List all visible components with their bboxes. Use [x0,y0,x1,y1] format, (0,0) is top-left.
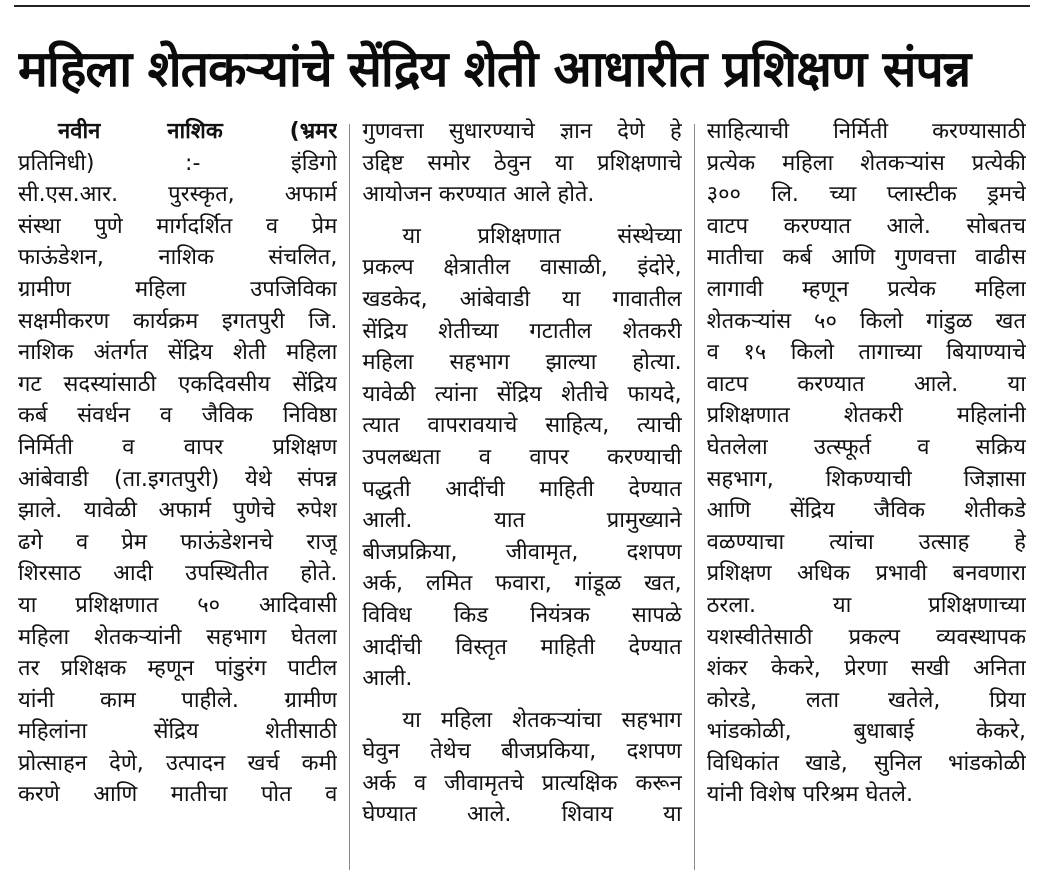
text-line: पद्धती आदींची माहिती देण्यात [362,476,682,502]
text-line: घेण्यात आले. शिवाय या [362,802,682,828]
column-2 [362,116,681,878]
column-divider [349,124,350,870]
text-line: उपलब्धता व वापर करण्याची [362,444,682,470]
text-line: प्रकल्प क्षेत्रातील वासाळी, इंदोरे, [362,255,682,281]
text-line: यशस्वीतेसाठी प्रकल्प व्यवस्थापक [706,624,1026,650]
column-divider [694,124,695,870]
text-line: बीजप्रक्रिया, जीवामृत, दशपण [362,539,682,565]
text-line: यांनी काम पाहीले. ग्रामीण [18,687,338,713]
text-line: प्रशिक्षणात शेतकरी महिलांनी [706,403,1026,429]
text-line: गट सदस्यांसाठी एकदिवसीय सेंद्रिय [18,371,338,397]
text-line: या प्रशिक्षणात ५० आदिवासी [18,592,338,618]
top-rule [14,5,1030,7]
text-line: करणे आणि मातीचा पोत व [18,782,338,808]
column-1 [18,116,337,878]
text-line: ग्रामीण महिला उपजिविका [18,276,338,302]
text-line: घेतलेला उत्स्फूर्त व सक्रिय [706,434,1026,460]
text-line: शिरसाठ आदी उपस्थितीत होते. [18,561,338,587]
text-line: ठरला. या प्रशिक्षणाच्या [706,592,1026,618]
text-line: वाटप करण्यात आले. या [706,371,1026,397]
text-line: वळण्याचा त्यांचा उत्साह हे [706,529,1026,555]
text-line: सी.एस.आर. पुरस्कृत, अफार्म [18,182,338,208]
text-line: झाले. यावेळी अफार्म पुणेचे रुपेश [18,498,338,524]
text-line: गुणवत्ता सुधारण्याचे ज्ञान देणे हे [362,119,682,144]
text-line: फाऊंडेशन, नाशिक संचलित, [18,245,338,271]
text-line: या महिला शेतकऱ्यांचा सहभाग [402,707,682,733]
text-line: घेवुन तेथेच बीजप्रकिया, दशपण [362,739,682,765]
text-line: प्रत्येक महिला शेतकऱ्यांस प्रत्येकी [706,150,1026,176]
text-line: आदींची विस्तृत माहिती देण्यात [362,634,682,660]
text-line: अर्क व जीवामृतचे प्रात्यक्षिक करून [362,770,682,796]
text-line: निर्मिती व वापर प्रशिक्षण [18,434,338,460]
text-line: वाटप करण्यात आले. सोबतच [706,213,1026,239]
text-line: या प्रशिक्षणात संस्थेच्या [402,223,682,249]
text-line: उद्दिष्ट समोर ठेवुन या प्रशिक्षणाचे [362,150,682,176]
text-line: शंकर केकरे, प्रेरणा सखी अनिता [706,656,1026,682]
text-line: नाशिक अंतर्गत सेंद्रिय शेती महिला [18,340,338,366]
text-line: विविध किड नियंत्रक सापळे [362,602,682,628]
text-line: महिलांना सेंद्रिय शेतीसाठी [18,719,338,745]
text-line: अर्क, लमित फवारा, गांडूळ खत, [362,571,682,597]
text-line: संस्था पुणे मार्गदर्शित व प्रेम [18,213,338,239]
text-line: तर प्रशिक्षक म्हणून पांडुरंग पाटील [18,656,338,682]
text-line: प्रशिक्षण अधिक प्रभावी बनवणारा [706,561,1026,587]
text-line: आली. यात प्रामुख्याने [362,508,682,534]
text-line: शेतकऱ्यांस ५० किलो गांडुळ खत [706,308,1026,334]
article-body [18,116,1026,878]
text-line: कर्ब संवर्धन व जैविक निविष्ठा [18,403,338,429]
text-line: विधिकांत खाडे, सुनिल भांडकोळी [706,750,1026,776]
text-line: आली. [362,666,413,692]
byline: नवीन नाशिक (भ्रमर [58,119,338,144]
text-line: यावेळी त्यांना सेंद्रिय शेतीचे फायदे, [362,381,682,407]
text-line: आयोजन करण्यात आले होते. [362,182,595,208]
text-line: प्रोत्साहन देणे, उत्पादन खर्च कमी [18,750,338,776]
text-line: भांडकोळी, बुधाबाई केकरे, [706,719,1026,745]
text-line: त्यात वापरावयाचे साहित्य, त्याची [362,413,682,439]
paragraph-gap [362,211,681,221]
text-line: व १५ किलो तागाच्या बियाण्याचे [706,340,1026,366]
article-headline: महिला शेतकऱ्यांचे सेंद्रिय शेती आधारीत प्रशिक्षण संपन्न [18,40,971,98]
text-line: साहित्याची निर्मिती करण्यासाठी [706,119,1026,144]
text-line: महिला शेतकऱ्यांनी सहभाग घेतला [18,624,338,650]
text-line: यांनी विशेष परिश्रम घेतले. [706,782,913,808]
paragraph-gap [362,695,681,705]
text-line: सेंद्रिय शेतीच्या गटातील शेतकरी [362,318,682,344]
text-line: प्रतिनिधी) :- इंडिगो [18,150,338,176]
text-line: आंबेवाडी (ता.इगतपुरी) येथे संपन्न [18,466,338,492]
text-line: महिला सहभाग झाल्या होत्या. [362,350,682,376]
text-line: आणि सेंद्रिय जैविक शेतीकडे [706,498,1026,524]
text-line: सहभाग, शिकण्याची जिज्ञासा [706,466,1026,492]
text-line: सक्षमीकरण कार्यक्रम इगतपुरी जि. [18,308,338,334]
column-3 [707,116,1026,878]
text-line: कोरडे, लता खतेले, प्रिया [706,687,1026,713]
text-line: खडकेद, आंबेवाडी या गावातील [362,286,682,312]
text-line: मातीचा कर्ब आणि गुणवत्ता वाढीस [706,245,1026,271]
text-line: ढगे व प्रेम फाऊंडेशनचे राजू [18,529,338,555]
text-line: ३०० लि. च्या प्लास्टीक ड्रमचे [706,182,1026,208]
text-line: लागावी म्हणून प्रत्येक महिला [706,276,1026,302]
